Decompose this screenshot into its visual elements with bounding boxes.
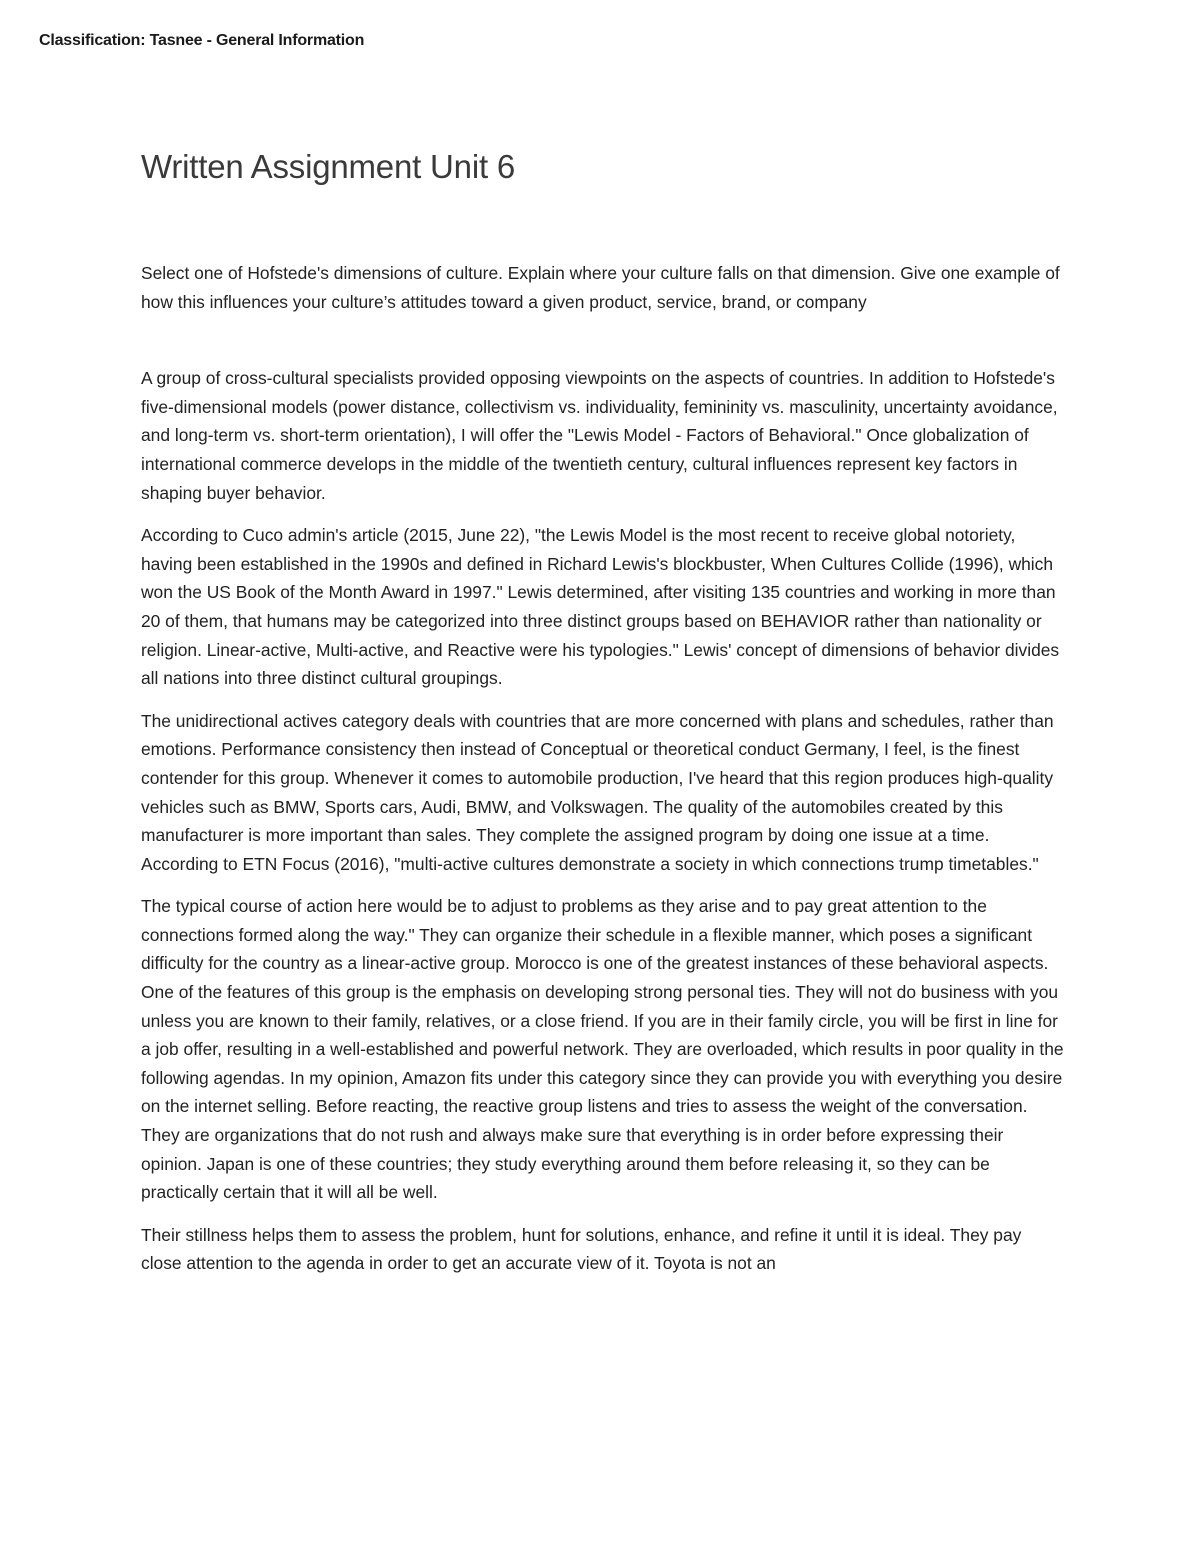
document-title: Written Assignment Unit 6 xyxy=(141,148,516,185)
paragraph-3: The unidirectional actives category deals with countries that are more concerned with plans and schedules, rather than emotions. Performance consistency then instead of Conceptual or theoretical conduct Germany, I feel, is the finest contender for this group. Whenever it comes to automobile production, I've heard that this region produces high-quality vehicles such as BMW, Sports cars, Audi, BMW, and Volkswagen. The quality of the automobiles created by this manufacturer is more important than sales. They complete the assigned program by doing one issue at a time. According to ETN Focus (2016), "multi-active cultures demonstrate a society in which connections trump timetables." xyxy=(141,710,1054,874)
paragraph-4: The typical course of action here would be to adjust to problems as they arise and to pay great attention to the connections formed along the way." They can organize their schedule in a flexible manner, which poses a significant difficulty for the country as a linear-active group. Morocco is one of the greatest instances of these behavioral aspects. One of the features of this group is the emphasis on developing strong personal ties. They will not do business with you unless you are known to their family, relatives, or a close friend. If you are in their family circle, you will be first in line for a job offer, resulting in a well-established and powerful network. They are overloaded, which results in poor quality in the following agendas. In my opinion, Amazon fits under this category since they can provide you with everything you desire on the internet selling. Before reacting, the reactive group listens and tries to assess the weight of the conversation. They are organizations that do not rush and always make sure that everything is in order before expressing their opinion. Japan is one of these countries; they study everything around them before releasing it, so they can be practically certain that it will all be well. xyxy=(141,896,1064,1203)
document-body xyxy=(141,143,1066,1292)
classification-label: Classification: Tasnee - General Information xyxy=(39,32,365,49)
paragraph-1: A group of cross-cultural specialists provided opposing viewpoints on the aspects of countries. In addition to Hofstede's five-dimensional models (power distance, collectivism vs. individuality, femininity vs. masculinity, uncertainty avoidance, and long-term vs. short-term orientation), I will offer the "Lewis Model - Factors of Behavioral." Once globalization of international commerce develops in the middle of the twentieth century, cultural influences represent key factors in shaping buyer behavior. xyxy=(141,368,1058,503)
assignment-prompt: Select one of Hofstede's dimensions of culture. Explain where your culture falls on that dimension. Give one example of how this influences your culture’s attitudes toward a given product, service, brand, or company xyxy=(141,263,1060,312)
paragraph-2: According to Cuco admin's article (2015, June 22), "the Lewis Model is the most recent to receive global notoriety, having been established in the 1990s and defined in Richard Lewis's blockbuster, When Cultures Collide (1996), which won the US Book of the Month Award in 1997." Lewis determined, after visiting 135 countries and working in more than 20 of them, that humans may be categorized into three distinct groups based on BEHAVIOR rather than nationality or religion. Linear-active, Multi-active, and Reactive were his typologies." Lewis' concept of dimensions of behavior divides all nations into three distinct cultural groupings. xyxy=(141,525,1060,689)
essay-body xyxy=(141,364,1066,1278)
paragraph-5: Their stillness helps them to assess the problem, hunt for solutions, enhance, and refine it until it is ideal. They pay close attention to the agenda in order to get an accurate view of it. Toyota is not an xyxy=(141,1224,1022,1274)
